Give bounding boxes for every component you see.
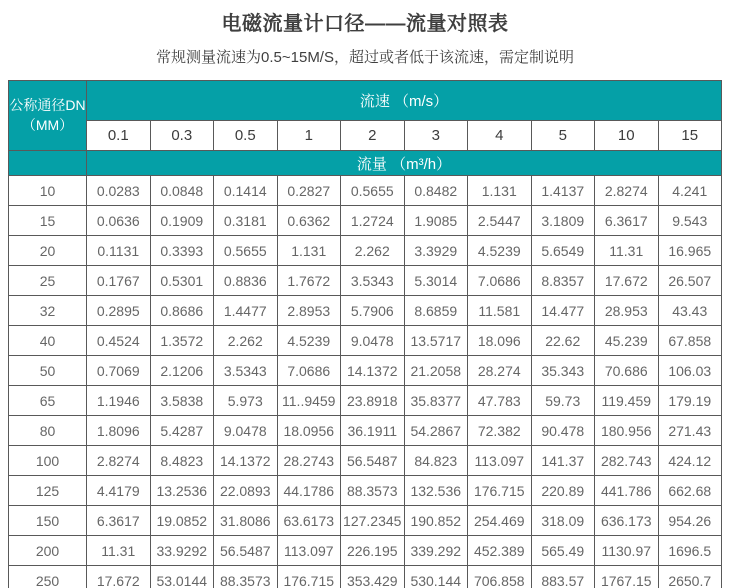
flow-value: 106.03 xyxy=(658,356,722,386)
flow-value: 70.686 xyxy=(595,356,659,386)
flow-value: 0.2827 xyxy=(277,176,341,206)
flow-value: 0.5301 xyxy=(150,266,214,296)
velocity-value: 0.3 xyxy=(150,121,214,151)
flow-value: 2.8274 xyxy=(595,176,659,206)
flow-value: 18.096 xyxy=(468,326,532,356)
flow-value: 11.31 xyxy=(595,236,659,266)
flow-value: 1.4137 xyxy=(531,176,595,206)
flow-value: 35.8377 xyxy=(404,386,468,416)
velocity-band-header: 流速 （m/s） xyxy=(87,81,722,121)
flow-value: 28.953 xyxy=(595,296,659,326)
flow-value: 179.19 xyxy=(658,386,722,416)
flow-value: 47.783 xyxy=(468,386,532,416)
flow-value: 4.5239 xyxy=(277,326,341,356)
flow-value: 176.715 xyxy=(468,476,532,506)
flow-table-body xyxy=(9,176,722,588)
flow-value: 88.3573 xyxy=(341,476,405,506)
velocity-value: 15 xyxy=(658,121,722,151)
flow-value: 13.2536 xyxy=(150,476,214,506)
velocity-value: 5 xyxy=(531,121,595,151)
flow-value: 56.5487 xyxy=(341,446,405,476)
flow-value: 28.2743 xyxy=(277,446,341,476)
flow-value: 5.7906 xyxy=(341,296,405,326)
flow-value: 14.1372 xyxy=(214,446,278,476)
flow-value: 22.0893 xyxy=(214,476,278,506)
table-row xyxy=(9,236,722,266)
page-title: 电磁流量计口径——流量对照表 xyxy=(221,13,509,35)
dn-value: 10 xyxy=(9,176,87,206)
flow-value: 113.097 xyxy=(277,536,341,566)
table-row xyxy=(9,476,722,506)
flow-value: 353.429 xyxy=(341,566,405,588)
flow-value: 0.0848 xyxy=(150,176,214,206)
flow-value: 18.0956 xyxy=(277,416,341,446)
flow-value: 3.5838 xyxy=(150,386,214,416)
dn-value: 125 xyxy=(9,476,87,506)
dn-value: 200 xyxy=(9,536,87,566)
flow-value: 119.459 xyxy=(595,386,659,416)
flow-value: 141.37 xyxy=(531,446,595,476)
page-subtitle: 常规测量流速为0.5~15M/S，超过或者低于该流速，需定制说明 xyxy=(156,49,574,66)
flow-value: 4.5239 xyxy=(468,236,532,266)
flow-value: 5.6549 xyxy=(531,236,595,266)
flow-value: 16.965 xyxy=(658,236,722,266)
flow-value: 1.1946 xyxy=(87,386,151,416)
velocity-value: 4 xyxy=(468,121,532,151)
flow-value: 9.0478 xyxy=(341,326,405,356)
dn-value: 100 xyxy=(9,446,87,476)
flow-value: 636.173 xyxy=(595,506,659,536)
flow-value: 54.2867 xyxy=(404,416,468,446)
flow-value: 4.4179 xyxy=(87,476,151,506)
table-row xyxy=(9,266,722,296)
flow-value: 2650.7 xyxy=(658,566,722,588)
flow-value: 0.8482 xyxy=(404,176,468,206)
flow-value: 2.262 xyxy=(214,326,278,356)
flow-value: 8.8357 xyxy=(531,266,595,296)
flow-value: 43.43 xyxy=(658,296,722,326)
dn-value: 50 xyxy=(9,356,87,386)
flow-value: 0.3181 xyxy=(214,206,278,236)
flow-value: 1696.5 xyxy=(658,536,722,566)
flow-value: 7.0686 xyxy=(277,356,341,386)
flow-value: 0.6362 xyxy=(277,206,341,236)
dn-value: 40 xyxy=(9,326,87,356)
flow-value: 180.956 xyxy=(595,416,659,446)
flow-value: 452.389 xyxy=(468,536,532,566)
flow-value: 0.0283 xyxy=(87,176,151,206)
flow-value: 56.5487 xyxy=(214,536,278,566)
flow-value: 11.581 xyxy=(468,296,532,326)
flow-value: 883.57 xyxy=(531,566,595,588)
flow-value: 318.09 xyxy=(531,506,595,536)
dn-value: 25 xyxy=(9,266,87,296)
flow-band-row xyxy=(9,151,722,176)
flow-value: 0.8686 xyxy=(150,296,214,326)
flow-value: 0.7069 xyxy=(87,356,151,386)
dn-corner-header xyxy=(9,81,87,151)
flow-value: 3.3929 xyxy=(404,236,468,266)
flow-value: 63.6173 xyxy=(277,506,341,536)
table-row xyxy=(9,326,722,356)
flow-value: 84.823 xyxy=(404,446,468,476)
flow-value: 0.0636 xyxy=(87,206,151,236)
flow-value: 271.43 xyxy=(658,416,722,446)
flow-value: 3.5343 xyxy=(341,266,405,296)
flow-value: 90.478 xyxy=(531,416,595,446)
flow-value: 17.672 xyxy=(595,266,659,296)
velocity-value: 1 xyxy=(277,121,341,151)
velocity-value: 0.1 xyxy=(87,121,151,151)
flow-value: 2.262 xyxy=(341,236,405,266)
velocity-values-row xyxy=(9,121,722,151)
flow-value: 31.8086 xyxy=(214,506,278,536)
flow-value: 220.89 xyxy=(531,476,595,506)
velocity-value: 2 xyxy=(341,121,405,151)
flow-value: 339.292 xyxy=(404,536,468,566)
flow-value: 33.9292 xyxy=(150,536,214,566)
dn-value: 80 xyxy=(9,416,87,446)
flow-value: 6.3617 xyxy=(87,506,151,536)
flow-value: 53.0144 xyxy=(150,566,214,588)
flow-value: 254.469 xyxy=(468,506,532,536)
flow-value: 11.31 xyxy=(87,536,151,566)
flow-value: 4.241 xyxy=(658,176,722,206)
flow-value: 282.743 xyxy=(595,446,659,476)
flow-value: 1.7672 xyxy=(277,266,341,296)
velocity-value: 3 xyxy=(404,121,468,151)
dn-value: 250 xyxy=(9,566,87,588)
flow-value: 17.672 xyxy=(87,566,151,588)
flow-value: 113.097 xyxy=(468,446,532,476)
flow-value: 13.5717 xyxy=(404,326,468,356)
flow-value: 176.715 xyxy=(277,566,341,588)
dn-header-line2: （MM） xyxy=(21,116,74,133)
flow-value: 7.0686 xyxy=(468,266,532,296)
table-row xyxy=(9,536,722,566)
table-row xyxy=(9,356,722,386)
flow-value: 1.9085 xyxy=(404,206,468,236)
flow-comparison-table xyxy=(8,80,722,588)
dn-value: 150 xyxy=(9,506,87,536)
flow-value: 3.1809 xyxy=(531,206,595,236)
flow-value: 19.0852 xyxy=(150,506,214,536)
flow-value: 44.1786 xyxy=(277,476,341,506)
flow-value: 0.1767 xyxy=(87,266,151,296)
flow-value: 2.8274 xyxy=(87,446,151,476)
flow-value: 190.852 xyxy=(404,506,468,536)
table-row xyxy=(9,206,722,236)
flow-value: 132.536 xyxy=(404,476,468,506)
flow-value: 9.543 xyxy=(658,206,722,236)
flow-value: 9.0478 xyxy=(214,416,278,446)
flow-value: 0.5655 xyxy=(341,176,405,206)
flow-value: 2.1206 xyxy=(150,356,214,386)
flow-value: 21.2058 xyxy=(404,356,468,386)
flow-value: 226.195 xyxy=(341,536,405,566)
flow-value: 424.12 xyxy=(658,446,722,476)
velocity-band-row xyxy=(9,81,722,121)
dn-value: 15 xyxy=(9,206,87,236)
flow-value: 1.2724 xyxy=(341,206,405,236)
flow-value: 8.4823 xyxy=(150,446,214,476)
flow-value: 45.239 xyxy=(595,326,659,356)
flow-value: 706.858 xyxy=(468,566,532,588)
flow-value: 0.1131 xyxy=(87,236,151,266)
flow-value: 1.4477 xyxy=(214,296,278,326)
flow-value: 26.507 xyxy=(658,266,722,296)
flow-value: 0.3393 xyxy=(150,236,214,266)
flow-value: 8.6859 xyxy=(404,296,468,326)
flow-value: 22.62 xyxy=(531,326,595,356)
flow-value: 2.5447 xyxy=(468,206,532,236)
flow-value: 0.2895 xyxy=(87,296,151,326)
table-row xyxy=(9,506,722,536)
flow-value: 23.8918 xyxy=(341,386,405,416)
flow-value: 1.3572 xyxy=(150,326,214,356)
flow-value: 36.1911 xyxy=(341,416,405,446)
flow-value: 5.3014 xyxy=(404,266,468,296)
flow-value: 530.144 xyxy=(404,566,468,588)
flow-value: 35.343 xyxy=(531,356,595,386)
flow-value: 72.382 xyxy=(468,416,532,446)
flow-value: 1130.97 xyxy=(595,536,659,566)
flow-value: 88.3573 xyxy=(214,566,278,588)
table-row xyxy=(9,296,722,326)
table-row xyxy=(9,386,722,416)
velocity-value: 0.5 xyxy=(214,121,278,151)
flow-value: 59.73 xyxy=(531,386,595,416)
flow-value: 954.26 xyxy=(658,506,722,536)
flow-value: 127.2345 xyxy=(341,506,405,536)
flow-value: 0.1414 xyxy=(214,176,278,206)
flow-value: 565.49 xyxy=(531,536,595,566)
flow-value: 3.5343 xyxy=(214,356,278,386)
flow-value: 14.477 xyxy=(531,296,595,326)
table-row xyxy=(9,446,722,476)
flow-value: 0.1909 xyxy=(150,206,214,236)
flow-band-header: 流量 （m³/h） xyxy=(87,151,722,176)
flow-value: 6.3617 xyxy=(595,206,659,236)
velocity-value: 10 xyxy=(595,121,659,151)
table-row xyxy=(9,416,722,446)
flow-value: 2.8953 xyxy=(277,296,341,326)
dn-header-line1: 公称通径DN xyxy=(9,96,86,113)
flow-value: 0.4524 xyxy=(87,326,151,356)
table-row xyxy=(9,176,722,206)
flow-value: 0.8836 xyxy=(214,266,278,296)
flow-value: 662.68 xyxy=(658,476,722,506)
flow-value: 14.1372 xyxy=(341,356,405,386)
flow-value: 1.8096 xyxy=(87,416,151,446)
flow-value: 28.274 xyxy=(468,356,532,386)
flow-value: 5.4287 xyxy=(150,416,214,446)
flow-value: 5.973 xyxy=(214,386,278,416)
flow-value: 1.131 xyxy=(277,236,341,266)
flow-value: 1767.15 xyxy=(595,566,659,588)
dn-value: 20 xyxy=(9,236,87,266)
table-row xyxy=(9,566,722,588)
flow-value: 1.131 xyxy=(468,176,532,206)
flow-value: 11..9459 xyxy=(277,386,341,416)
flow-value: 441.786 xyxy=(595,476,659,506)
flow-value: 67.858 xyxy=(658,326,722,356)
dn-value: 32 xyxy=(9,296,87,326)
flow-value: 0.5655 xyxy=(214,236,278,266)
flow-band-corner xyxy=(9,151,87,176)
dn-value: 65 xyxy=(9,386,87,416)
